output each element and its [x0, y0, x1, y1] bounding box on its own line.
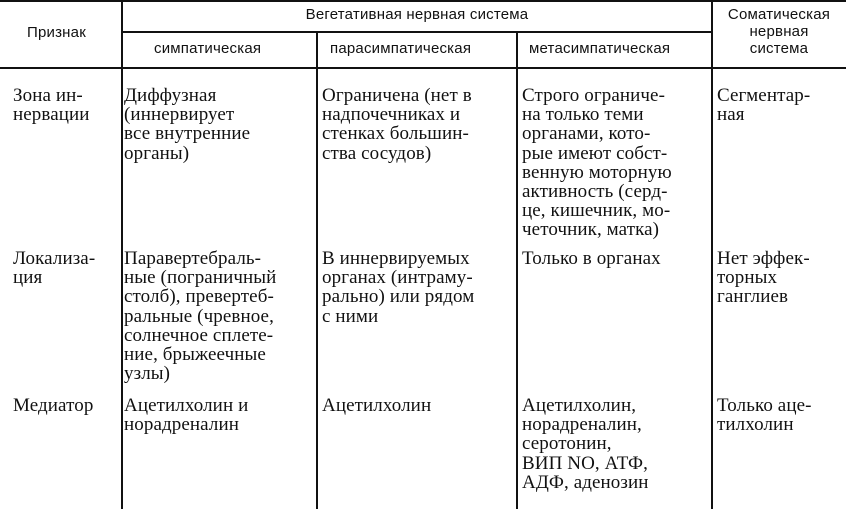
row-2-metasympathetic: Только в органах	[522, 248, 661, 269]
row-1-feature: Зона ин- нервации	[13, 85, 90, 126]
column-divider-4	[711, 0, 713, 509]
header-bottom-rule	[0, 67, 846, 69]
row-1-sympathetic: Диффузная (иннервирует все внутренние органы)	[124, 85, 251, 164]
header-feature: Признак	[27, 24, 86, 41]
row-1-metasympathetic: Строго ограниче- на только теми органами, кото- рые имеют собст- венную моторную активность (серд- це, кишечник, мо- четочник, матка)	[522, 85, 672, 241]
column-divider-1	[121, 0, 123, 509]
column-divider-2	[316, 31, 318, 509]
row-2-parasympathetic: В иннервируемых органах (интраму- рально) или рядом с ними	[322, 248, 475, 327]
row-1-parasympathetic: Ограничена (нет в надпочечниках и стенках большин- ства сосудов)	[322, 85, 472, 164]
row-2-feature: Локализа- ция	[13, 248, 96, 289]
header-sympathetic: симпатическая	[154, 40, 262, 57]
table-top-rule	[0, 0, 846, 2]
row-3-feature: Медиатор	[13, 395, 94, 416]
row-3-somatic: Только аце- тилхолин	[717, 395, 812, 436]
row-3-metasympathetic: Ацетилхолин, норадреналин, серотонин, ВИП NO, АТФ, АДФ, аденозин	[522, 395, 649, 493]
vegetative-subheader-rule	[122, 31, 712, 33]
header-parasympathetic: парасимпатическая	[330, 40, 472, 57]
row-3-sympathetic: Ацетилхолин и норадреналин	[124, 395, 249, 436]
row-3-parasympathetic: Ацетилхолин	[322, 395, 432, 416]
column-divider-3	[516, 31, 518, 509]
header-somatic: Соматическая нервная система	[727, 6, 831, 57]
row-2-somatic: Нет эффек- торных ганглиев	[717, 248, 810, 308]
row-2-sympathetic: Паравертебраль- ные (пограничный столб), превертеб- ральные (чревное, солнечное сплете- ние, брыжеечные узлы)	[124, 248, 277, 385]
row-1-somatic: Сегментар- ная	[717, 85, 811, 126]
header-vegetative: Вегетативная нервная система	[305, 6, 529, 23]
header-metasympathetic: метасимпатическая	[529, 40, 671, 57]
